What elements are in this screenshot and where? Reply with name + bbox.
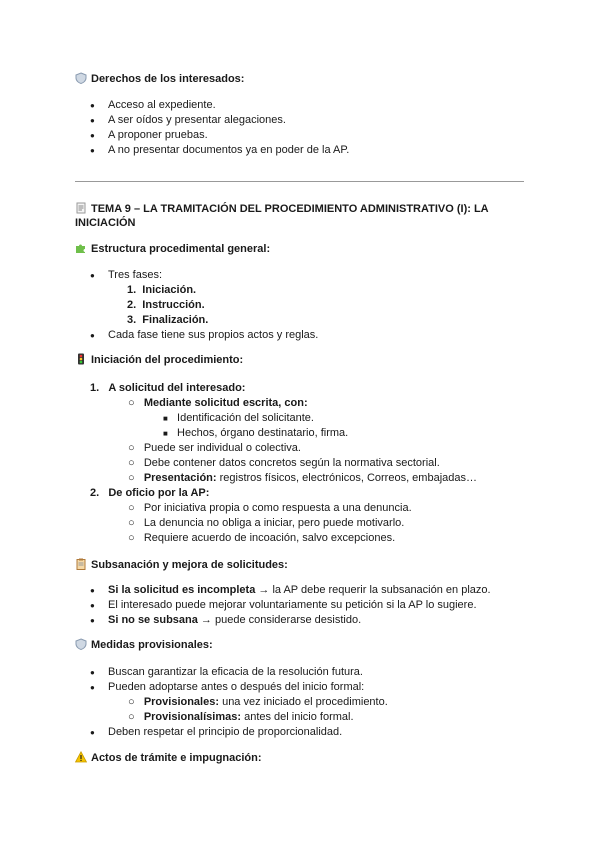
sub-sub-item: ■ Identificación del solicitante.: [163, 412, 314, 424]
sub-item: ○ Requiere acuerdo de incoación, salvo excepciones.: [128, 532, 396, 544]
section-heading-actos: Actos de trámite e impugnación:: [75, 751, 262, 765]
sub-item: ○ Debe contener datos concretos según la normativa sectorial.: [128, 457, 440, 469]
warning-icon: [75, 751, 87, 763]
sub-item: ○ Provisionalísimas: antes del inicio formal.: [128, 711, 354, 723]
section-heading-derechos: [75, 72, 244, 86]
sub-item: ○ Presentación: registros físicos, electrónicos, Correos, embajadas…: [128, 472, 477, 484]
section-heading-subsanacion: Subsanación y mejora de solicitudes:: [75, 558, 288, 572]
sub-sub-item: ■ Hechos, órgano destinatario, firma.: [163, 427, 349, 439]
phase-item: 3. Finalización.: [127, 314, 209, 326]
numbered-item: 2. De oficio por la AP:: [90, 487, 210, 499]
tema-title-line2: INICIACIÓN: [75, 217, 136, 229]
sub-item: ○ Por iniciativa propia o como respuesta a una denuncia.: [128, 502, 412, 514]
puzzle-icon: [75, 242, 87, 254]
list-item: El interesado puede mejorar voluntariamente su petición si la AP lo sugiere.: [108, 599, 477, 611]
memo-icon: [75, 202, 87, 214]
phase-item: 1. Iniciación.: [127, 284, 197, 296]
list-item: Cada fase tiene sus propios actos y reglas.: [108, 329, 319, 341]
list-item: Si no se subsana → puede considerarse desistido.: [108, 614, 362, 626]
list-item: A proponer pruebas.: [108, 129, 208, 141]
tema-title-line1: TEMA 9 – LA TRAMITACIÓN DEL PROCEDIMIENTO ADMINISTRATIVO (I): LA: [75, 202, 489, 216]
phase-item: 2. Instrucción.: [127, 299, 205, 311]
shield-icon: [75, 72, 87, 84]
list-item: Acceso al expediente.: [108, 99, 216, 111]
list-item: Tres fases:: [108, 269, 162, 281]
list-item: Si la solicitud es incompleta → la AP debe requerir la subsanación en plazo.: [108, 584, 491, 596]
heading-text: Derechos de los interesados:: [91, 73, 245, 85]
list-item: A ser oídos y presentar alegaciones.: [108, 114, 286, 126]
list-item: Buscan garantizar la eficacia de la resolución futura.: [108, 666, 363, 678]
horizontal-rule: [75, 181, 524, 182]
section-heading-medidas: Medidas provisionales:: [75, 638, 213, 652]
shield-icon: [75, 638, 87, 650]
sub-item: ○ Mediante solicitud escrita, con:: [128, 397, 308, 409]
sub-item: ○ Puede ser individual o colectiva.: [128, 442, 301, 454]
sub-item: ○ La denuncia no obliga a iniciar, pero puede motivarlo.: [128, 517, 405, 529]
numbered-item: 1. A solicitud del interesado:: [90, 382, 246, 394]
list-item: A no presentar documentos ya en poder de la AP.: [108, 144, 350, 156]
traffic-light-icon: [75, 353, 87, 365]
sub-item: ○ Provisionales: una vez iniciado el procedimiento.: [128, 696, 388, 708]
clipboard-icon: [75, 558, 87, 570]
list-item: Pueden adoptarse antes o después del inicio formal:: [108, 681, 365, 693]
section-heading-estructura: Estructura procedimental general:: [75, 242, 270, 256]
section-heading-iniciacion: Iniciación del procedimiento:: [75, 353, 243, 367]
list-item: Deben respetar el principio de proporcionalidad.: [108, 726, 343, 738]
